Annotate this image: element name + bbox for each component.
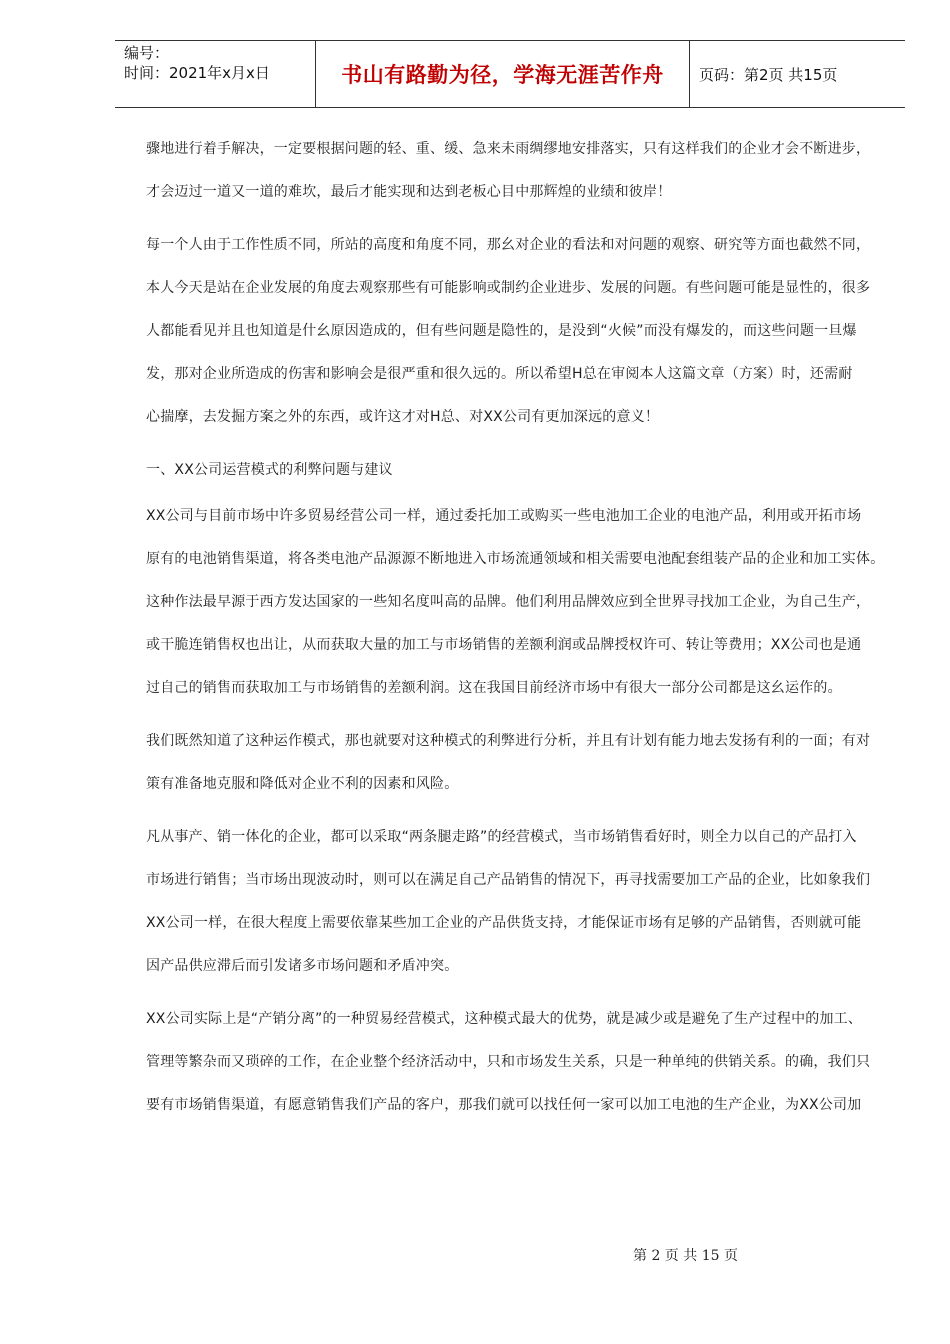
- header-page-cell: [690, 41, 905, 107]
- header-motto-cell: [315, 41, 690, 107]
- text-line: 策有准备地克服和降低对企业不利的因素和风险。: [146, 776, 459, 792]
- text-line: 原有的电池销售渠道，将各类电池产品源源不断地进入市场流通领域和相关需要电池配套组装产品的企业和加工实体。: [146, 551, 885, 567]
- header-meta: [115, 41, 315, 107]
- text-line: 要有市场销售渠道，有愿意销售我们产品的客户，那我们就可以找任何一家可以加工电池的生产企业，为XX公司加: [146, 1097, 862, 1113]
- text-line: 心揣摩，去发掘方案之外的东西，或许这才对H总、对XX公司有更加深远的意义！: [146, 409, 660, 425]
- section-heading-text: 一、XX公司运营模式的利弊问题与建议: [146, 462, 393, 478]
- text-line: XX公司与目前市场中许多贸易经营公司一样，通过委托加工或购买一些电池加工企业的电池产品，利用或开拓市场: [146, 508, 862, 524]
- section-heading: [146, 449, 886, 492]
- document-body: [146, 128, 886, 1127]
- text-line: 我们既然知道了这种运作模式，那也就要对这种模式的利弊进行分析，并且有计划有能力地去发扬有利的一面；有对: [146, 733, 871, 749]
- text-line: XX公司实际上是“产销分离”的一种贸易经营模式，这种模式最大的优势，就是减少或是避免了生产过程中的加工、: [146, 1011, 863, 1027]
- paragraph: [146, 720, 886, 806]
- paragraph: [146, 495, 886, 710]
- paragraph: [146, 816, 886, 988]
- text-line: XX公司一样，在很大程度上需要依靠某些加工企业的产品供货支持，才能保证市场有足够的产品销售，否则就可能: [146, 915, 862, 931]
- header-motto: 书山有路勤为径，学海无涯苦作舟: [341, 63, 664, 87]
- text-line: 管理等繁杂而又琐碎的工作，在企业整个经济活动中，只和市场发生关系，只是一种单纯的供销关系。的确，我们只: [146, 1054, 871, 1070]
- paragraph: [146, 998, 886, 1127]
- header-page-info: 页码：第2页 共15页: [699, 65, 838, 84]
- text-line: 这种作法最早源于西方发达国家的一些知名度叫高的品牌。他们利用品牌效应到全世界寻找加工企业，为自己生产，: [146, 594, 871, 610]
- paragraph: [146, 128, 886, 214]
- document-number-label: 编号：: [124, 44, 170, 62]
- text-line: 骤地进行着手解决，一定要根据问题的轻、重、缓、急来未雨绸缪地安排落实，只有这样我们的企业才会不断进步，: [146, 141, 871, 157]
- text-line: 每一个人由于工作性质不同，所站的高度和角度不同，那幺对企业的看法和对问题的观察、研究等方面也截然不同，: [146, 237, 871, 253]
- document-time-label: 时间：2021年x月x日: [124, 64, 270, 82]
- text-line: 才会迈过一道又一道的难坎，最后才能实现和达到老板心目中那辉煌的业绩和彼岸！: [146, 184, 672, 200]
- text-line: 凡从事产、销一体化的企业，都可以采取“两条腿走路”的经营模式，当市场销售看好时，则全力以自己的产品打入: [146, 829, 857, 845]
- text-line: 市场进行销售；当市场出现波动时，则可以在满足自己产品销售的情况下，再寻找需要加工产品的企业，比如象我们: [146, 872, 871, 888]
- text-line: 因产品供应滞后而引发诸多市场问题和矛盾冲突。: [146, 958, 459, 974]
- footer-page-number: 第 2 页 共 15 页: [633, 1248, 738, 1264]
- text-line: 发，那对企业所造成的伤害和影响会是很严重和很久远的。所以希望H总在审阅本人这篇文章（方案）时，还需耐: [146, 366, 853, 382]
- page-header: [115, 40, 905, 108]
- text-line: 人都能看见并且也知道是什幺原因造成的，但有些问题是隐性的，是没到“火候”而没有爆发的，而这些问题一旦爆: [146, 323, 857, 339]
- text-line: 过自己的销售而获取加工与市场销售的差额利润。这在我国目前经济市场中有很大一部分公司都是这幺运作的。: [146, 680, 842, 696]
- text-line: 或干脆连销售权也出让，从而获取大量的加工与市场销售的差额利润或品牌授权许可、转让等费用；XX公司也是通: [146, 637, 862, 653]
- text-line: 本人今天是站在企业发展的角度去观察那些有可能影响或制约企业进步、发展的问题。有些问题可能是显性的，很多: [146, 280, 871, 296]
- paragraph: [146, 224, 886, 439]
